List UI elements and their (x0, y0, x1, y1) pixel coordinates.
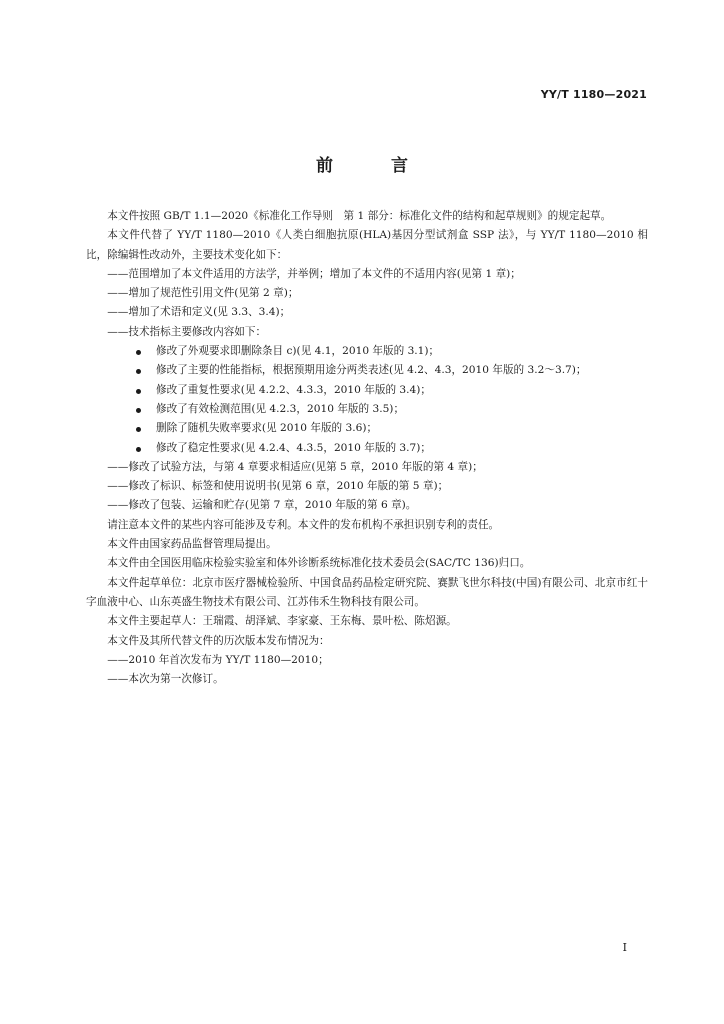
change-item-technical: ——技术指标主要修改内容如下： (107, 325, 267, 338)
change-item-terms: ——增加了术语和定义(见 3.3、3.4)； (107, 306, 291, 319)
bullet-item: 删除了随机失败率要求(见 2010 年版的 3.6)； (86, 419, 648, 438)
bullet-item: 修改了重复性要求(见 4.2.2、4.3.3，2010 年版的 3.4)； (86, 381, 648, 400)
change-item-scope: ——范围增加了本文件适用的方法学，并举例；增加了本文件的不适用内容(见第 1 章)； (107, 267, 521, 280)
bullet-icon (136, 408, 141, 413)
bullet-item: 修改了稳定性要求(见 4.2.4、4.3.5，2010 年版的 3.7)； (86, 439, 648, 458)
paragraph-proposer: 本文件由国家药品监督管理局提出。 (107, 538, 277, 551)
paragraph-committee: 本文件由全国医用临床检验实验室和体外诊断系统标准化技术委员会(SAC/TC 136)归口。 (107, 557, 531, 570)
history-item-revision: ——本次为第一次修订。 (107, 673, 224, 686)
paragraph-replacement: 本文件代替了 YY/T 1180—2010《人类白细胞抗原(HLA)基因分型试剂盒 SSP 法》，与 YY/T 1180—2010 相比，除编辑性改动外，主要技术变化如下： (86, 229, 648, 261)
change-item-packaging: ——修改了包装、运输和贮存(见第 7 章，2010 年版的第 6 章)。 (107, 499, 417, 512)
paragraph-patent-notice: 请注意本文件的某些内容可能涉及专利。本文件的发布机构不承担识别专利的责任。 (107, 518, 500, 531)
standard-number: YY/T 1180—2021 (540, 88, 647, 101)
change-item-labeling: ——修改了标识、标签和使用说明书(见第 6 章，2010 年版的第 5 章)； (107, 480, 449, 493)
page-number: I (622, 941, 627, 954)
paragraph-drafting-basis: 本文件按照 GB/T 1.1—2020《标准化工作导则 第 1 部分：标准化文件的结构和起草规则》的规定起草。 (107, 210, 612, 222)
bullet-icon (136, 389, 141, 394)
change-item-test-methods: ——修改了试验方法，与第 4 章要求相适应(见第 5 章，2010 年版的第 4 章)； (107, 460, 483, 473)
paragraph-drafting-units: 本文件起草单位：北京市医疗器械检验所、中国食品药品检定研究院、赛默飞世尔科技(中国)有限公司、北京市红十字血液中心、山东英盛生物技术有限公司、江苏伟禾生物科技有限公司。 (86, 576, 648, 608)
change-item-normative-refs: ——增加了规范性引用文件(见第 2 章)； (107, 287, 299, 300)
bullet-item: 修改了外观要求即删除条目 c)(见 4.1，2010 年版的 3.1)； (86, 342, 648, 361)
bullet-icon (136, 447, 141, 452)
bullet-item: 修改了有效检测范围(见 4.2.3，2010 年版的 3.5)； (86, 400, 648, 419)
bullet-item: 修改了主要的性能指标，根据预期用途分两类表述(见 4.2、4.3，2010 年版的 3.2～3.7)； (86, 361, 648, 380)
page-title: 前 言 (316, 156, 434, 176)
history-item-first-release: ——2010 年首次发布为 YY/T 1180—2010； (107, 653, 329, 666)
paragraph-history: 本文件及其所代替文件的历次版本发布情况为： (107, 634, 330, 647)
paragraph-drafters: 本文件主要起草人：王瑞霞、胡泽斌、李家豪、王东梅、景叶松、陈炤源。 (107, 615, 457, 628)
foreword-body (86, 207, 648, 689)
